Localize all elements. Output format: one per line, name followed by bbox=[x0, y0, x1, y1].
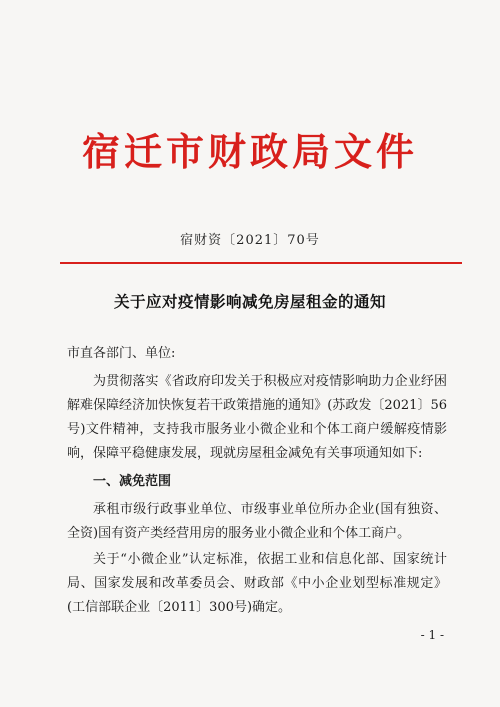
addressee-line: 市直各部门、单位: bbox=[67, 346, 176, 361]
scope-paragraph: 承租市级行政事业单位、市级事业单位所办企业(国有独资、全资)国有资产类经营用房的服务业小微企业和个体工商户。 bbox=[67, 502, 447, 541]
document-number: 宿财资〔2021〕70号 bbox=[180, 233, 320, 248]
page-number: - 1 - bbox=[420, 628, 444, 642]
document-body bbox=[67, 342, 447, 622]
definition-paragraph: 关于“小微企业”认定标准，依据工业和信息化部、国家统计局、国家发展和改革委员会、财政部《中小企业划型标准规定》(工信部联企业〔2011〕300号)确定。 bbox=[67, 552, 447, 615]
notice-title: 关于应对疫情影响减免房屋租金的通知 bbox=[113, 292, 386, 311]
intro-paragraph: 为贯彻落实《省政府印发关于积极应对疫情影响助力企业纾困解难保障经济加快恢复若干政策措施的通知》(苏政发〔2021〕56号)文件精神，支持我市服务业小微企业和个体工商户缓解疫情影响，保障平稳健康发展，现就房屋租金减免有关事项通知如下: bbox=[67, 374, 447, 461]
masthead-title: 宿迁市财政局文件 bbox=[81, 129, 418, 174]
section-heading-scope: 一、减免范围 bbox=[93, 474, 172, 489]
red-divider-line bbox=[60, 262, 462, 264]
